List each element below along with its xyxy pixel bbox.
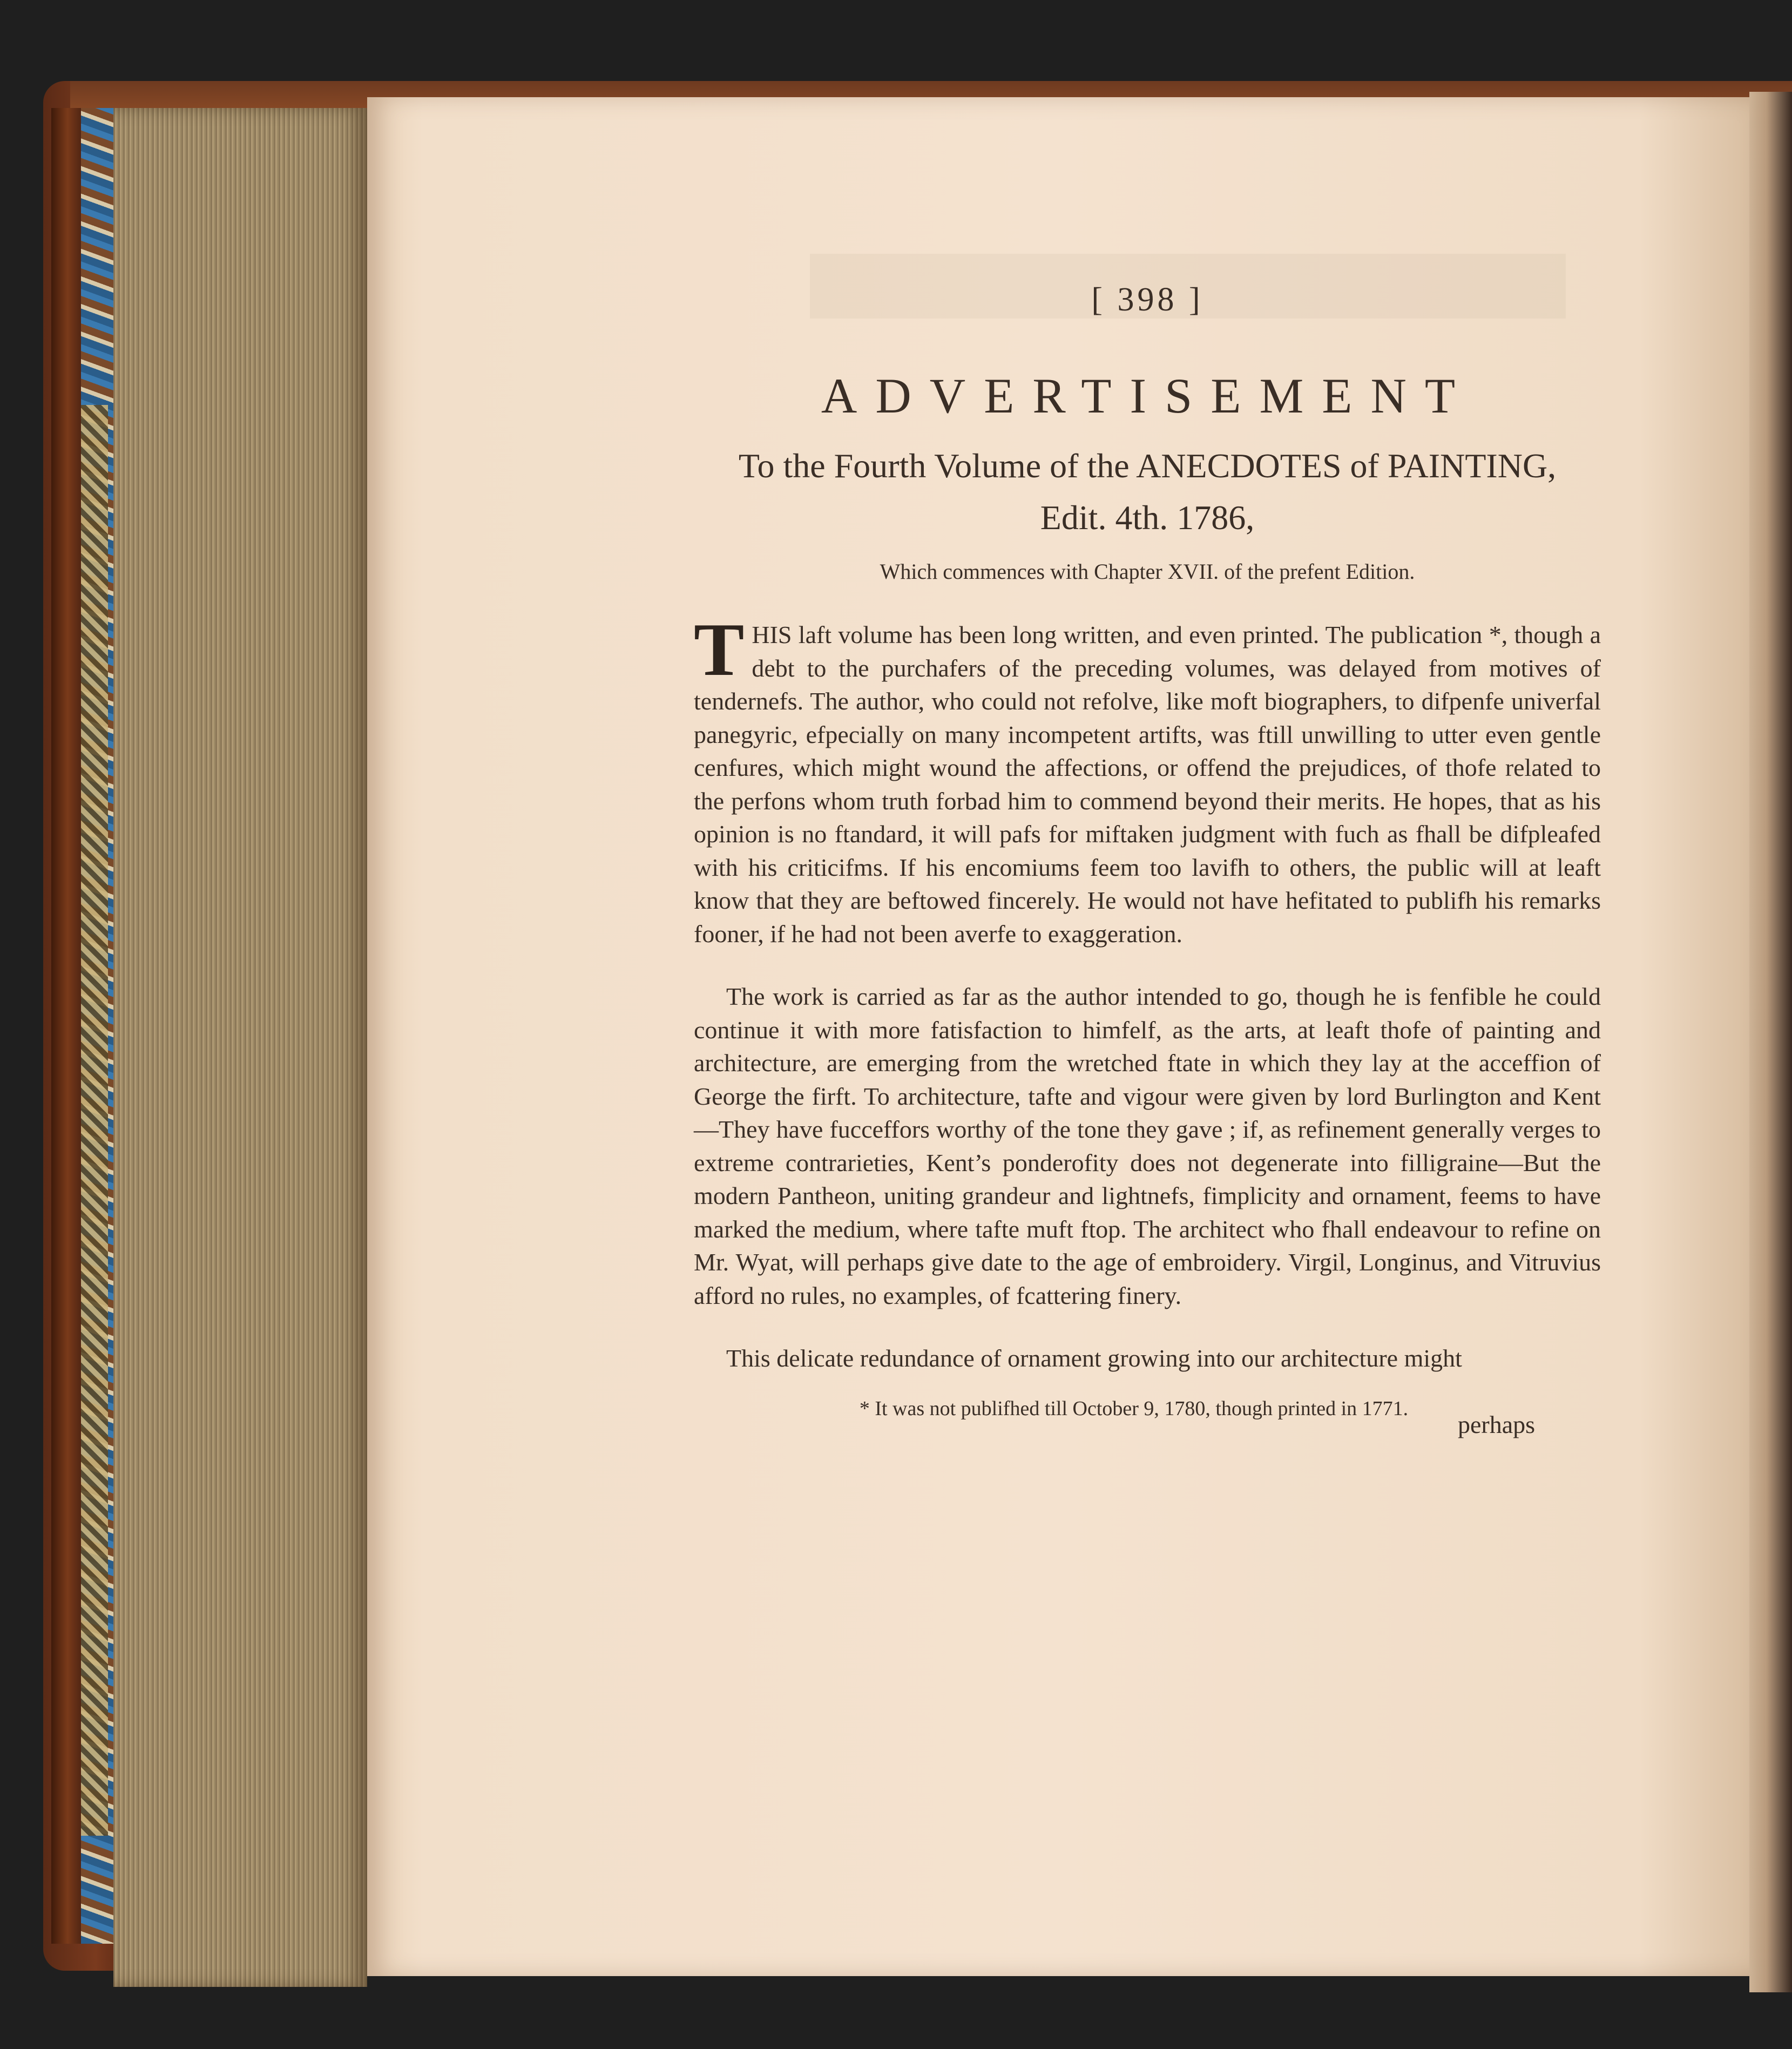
catchword: perhaps [1458, 1411, 1536, 1438]
decorative-binding-strip [81, 405, 108, 1836]
paragraph-2: The work is carried as far as the author intended to go, though he is fenfible he could continue it with more fatisfaction to himfelf, as the arts, at leaft thofe of painting and architecture, are emerging from the wretched ftate in which they lay at the acceffion of George the firft. To architecture, tafte and vigour were given by lord Burlington and Kent—They have fucceffors worthy of the tone they gave ; if, as refinement generally verges to extreme contrarieties, Kent’s ponderofity does not degenerate into filligraine—But the modern Pantheon, uniting grandeur and lightnefs, fimplicity and ornament, feems to have marked the medium, where tafte muft ftop. The architect who fhall endeavour to refine on Mr. Wyat, will perhaps give date to the age of embroidery. Virgil, Longinus, and Vitruvius afford no rules, no examples, of fcattering finery. [694, 983, 1601, 1309]
page-edges [113, 108, 367, 1987]
subtitle-line-1: To the Fourth Volume of the ANECDOTES of PAINTING, [738, 447, 1557, 485]
commences-note: Which commences with Chapter XVII. of the prefent Edition. [880, 559, 1415, 584]
paragraph-1 [694, 608, 1601, 950]
right-page-edge [1749, 92, 1792, 1992]
page-folio: [ 398 ] [1091, 281, 1203, 318]
footnote: * It was not publifhed till October 9, 1780, though printed in 1771. [859, 1397, 1409, 1420]
leather-spine [51, 108, 84, 1944]
subtitle-line-2: Edit. 4th. 1786, [1040, 498, 1255, 537]
page-title: ADVERTISEMENT [821, 368, 1474, 423]
subtitle [694, 440, 1601, 544]
drop-cap: T [694, 608, 745, 692]
paragraph-3: This delicate redundance of ornament growing into our architecture might [726, 1344, 1462, 1372]
paragraph-1-text: HIS laft volume has been long written, and even printed. The publication *, though a debt to the purchafers of the preceding volumes, was delayed from motives of tendernefs. The author, who could not refolve, like moft biographers, to difpenfe univerfal panegyric, efpecially on many incompetent artifts, was ftill unwilling to utter even gentle cenfures, which might wound the affections, or offend the prejudices, of thofe related to the perfons whom truth forbad him to commend beyond their merits. He hopes, that as his opinion is no ftandard, it will pafs for miftaken judgment with fuch as fhall be difpleafed with his criticifms. If his encomiums feem too lavifh to others, the public will at leaft know that they are beftowed fincerely. He would not have hefitated to publifh his remarks fooner, if he had not been averfe to exaggeration. [694, 621, 1601, 948]
